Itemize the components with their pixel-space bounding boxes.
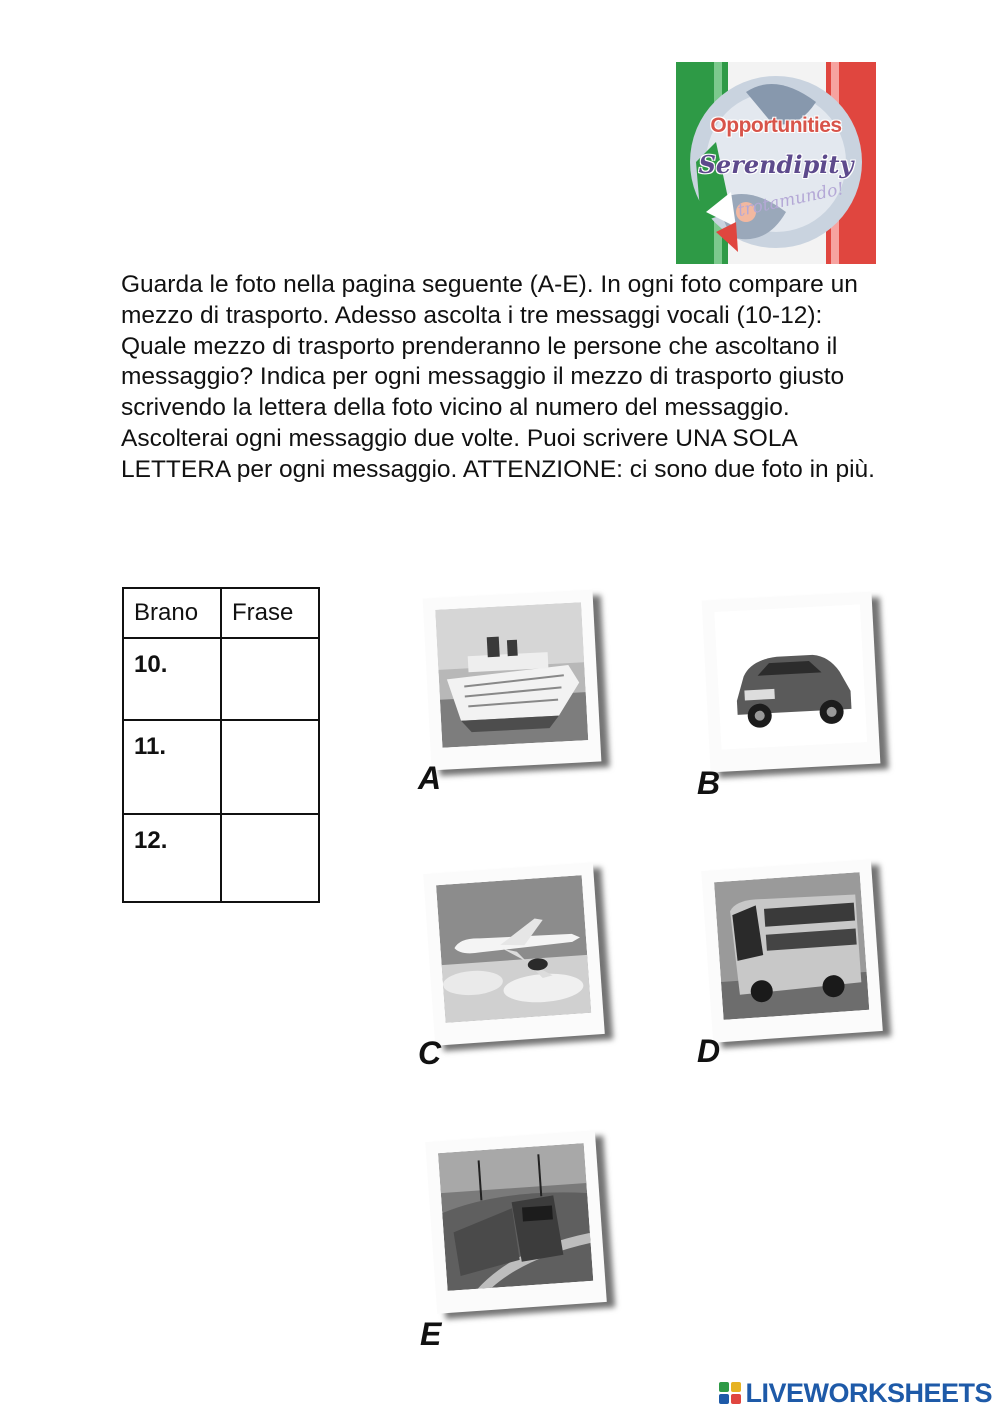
photo-card-a [423, 590, 602, 771]
row-number: 12. [123, 814, 221, 902]
logo-title: Opportunities [710, 114, 842, 137]
logo [676, 62, 876, 264]
brand-name: LIVEWORKSHEETS [745, 1377, 992, 1408]
brand-grid-icon [719, 1382, 741, 1404]
row-number: 10. [123, 638, 221, 720]
answer-input-12[interactable] [221, 814, 319, 902]
photo-card-d [701, 859, 883, 1042]
photo-letter-b: B [697, 765, 721, 801]
logo-tagline: trotamundo! [736, 178, 846, 222]
bus-icon [714, 872, 869, 1020]
photo-card-e [425, 1130, 607, 1313]
photo-letter-a: A [418, 760, 442, 796]
answer-input-10[interactable] [221, 638, 319, 720]
train-icon [438, 1143, 593, 1291]
airplane-icon [436, 875, 591, 1023]
answer-table [122, 587, 320, 903]
photo-card-c [423, 862, 605, 1045]
ship-icon [435, 602, 588, 747]
table-row [123, 638, 319, 720]
logo-subtitle: Serendipity [698, 150, 854, 179]
instructions-text: Guarda le foto nella pagina seguente (A-E). In ogni foto compare un mezzo di trasporto. Adesso ascolta i tre messaggi vocali (10-12): Quale mezzo di trasporto prenderanno le persone che ascoltano il messaggio? Indica per ogni messaggio il mezzo di trasporto giusto scrivendo la lettera della foto vicino al numero del messaggio. Ascolterai ogni messaggio due volte. Puoi scrivere UNA SOLA LETTERA per ogni messaggio. ATTENZIONE: ci sono due foto in più. [121, 271, 875, 483]
liveworksheets-brand[interactable] [719, 1378, 992, 1408]
photo-letter-c: C [418, 1035, 442, 1071]
row-number: 11. [123, 720, 221, 814]
answer-input-11[interactable] [221, 720, 319, 814]
header-brano: Brano [123, 588, 221, 638]
photo-letter-e: E [420, 1316, 442, 1352]
header-frase: Frase [221, 588, 319, 638]
car-icon [714, 604, 867, 749]
table-row [123, 814, 319, 902]
photo-card-b [702, 592, 881, 773]
photo-letter-d: D [697, 1033, 721, 1069]
table-row [123, 720, 319, 814]
